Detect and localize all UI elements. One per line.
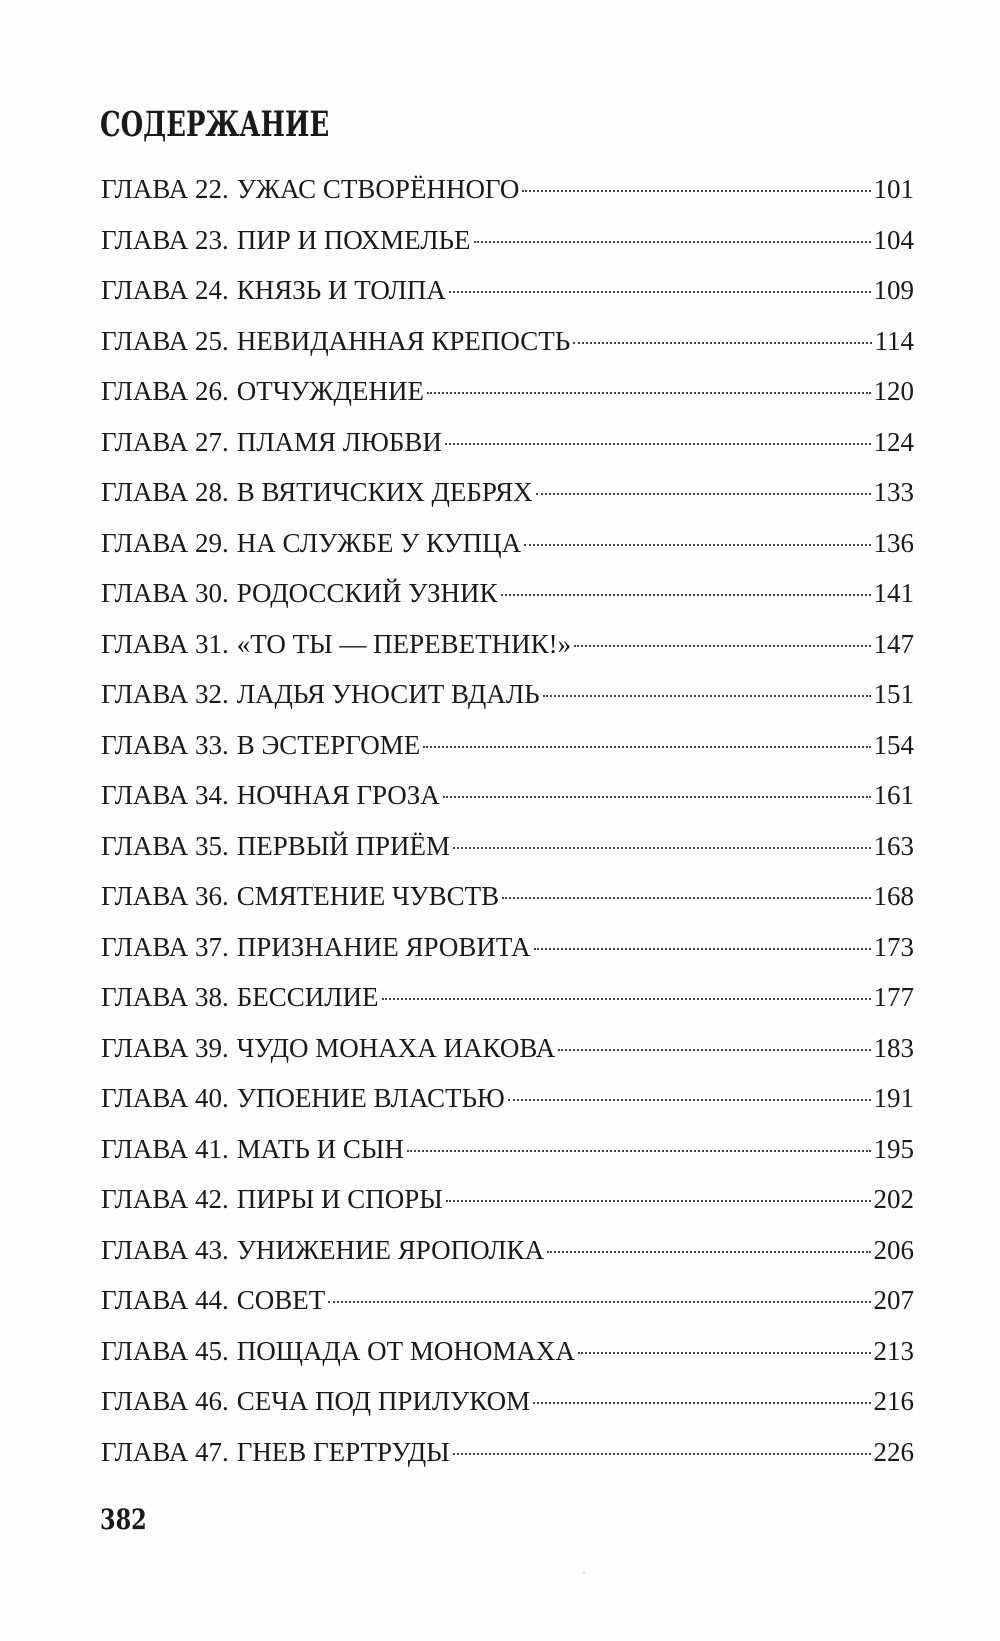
toc-page-number: 114 xyxy=(874,325,914,356)
toc-page-number: 207 xyxy=(873,1285,914,1315)
toc-page-number: 141 xyxy=(873,578,914,608)
toc-dot-leader xyxy=(474,241,871,243)
toc-dot-leader xyxy=(578,1352,871,1354)
toc-chapter-title: НА СЛУЖБЕ У КУПЦА xyxy=(236,527,522,558)
toc-chapter-number: ГЛАВА 35. xyxy=(101,830,229,861)
toc-page-number: 104 xyxy=(873,224,914,255)
toc-page-number: 191 xyxy=(873,1083,914,1113)
toc-dot-leader xyxy=(574,645,870,647)
toc-entry xyxy=(101,1283,914,1334)
toc-dot-leader xyxy=(423,746,870,748)
toc-chapter-number: ГЛАВА 30. xyxy=(101,578,229,608)
toc-dot-leader xyxy=(445,443,871,445)
toc-chapter-number: ГЛАВА 28. xyxy=(101,477,229,507)
toc-entry xyxy=(101,475,914,526)
toc-chapter-title: «ТО ТЫ — ПЕРЕВЕТНИК!» xyxy=(236,628,572,659)
toc-chapter-title: ЧУДО МОНАХА ИАКОВА xyxy=(236,1032,556,1063)
toc-page-number: 124 xyxy=(873,426,914,457)
toc-chapter-title: СЕЧА ПОД ПРИЛУКОМ xyxy=(236,1386,531,1416)
toc-chapter-number: ГЛАВА 25. xyxy=(101,325,229,356)
toc-chapter-title: ЛАДЬЯ УНОСИТ ВДАЛЬ xyxy=(236,679,540,709)
toc-chapter-title: УНИЖЕНИЕ ЯРОПОЛКА xyxy=(236,1234,545,1265)
toc-page-number: 183 xyxy=(873,1032,914,1063)
toc-chapter-number: ГЛАВА 22. xyxy=(101,174,229,204)
toc-chapter-title: НЕВИДАННАЯ КРЕПОСТЬ xyxy=(236,325,571,356)
toc-entry xyxy=(101,728,914,779)
toc-page-number: 168 xyxy=(873,881,914,911)
toc-chapter-number: ГЛАВА 23. xyxy=(101,224,229,255)
toc-chapter-title: ПЕРВЫЙ ПРИЁМ xyxy=(236,830,451,861)
toc-entry xyxy=(101,1334,914,1385)
toc-chapter-title: ПРИЗНАНИЕ ЯРОВИТА xyxy=(236,931,531,962)
toc-dot-leader xyxy=(534,948,871,950)
toc-entry xyxy=(101,1081,914,1132)
toc-page-number: 133 xyxy=(873,477,914,507)
toc-chapter-title: НОЧНАЯ ГРОЗА xyxy=(236,780,440,810)
toc-dot-leader xyxy=(536,493,871,495)
toc-dot-leader xyxy=(524,544,870,546)
toc-dot-leader xyxy=(547,1251,870,1253)
toc-page-number: 101 xyxy=(873,174,914,204)
page-title: СОДЕРЖАНИЕ xyxy=(100,104,330,145)
toc-page-number: 206 xyxy=(873,1234,914,1265)
toc-chapter-number: ГЛАВА 29. xyxy=(101,527,229,558)
table-of-contents xyxy=(101,172,914,1485)
toc-page-number: 161 xyxy=(873,780,914,810)
toc-chapter-title: ПИРЫ И СПОРЫ xyxy=(236,1184,443,1214)
toc-page-number: 216 xyxy=(873,1386,914,1416)
toc-page-number: 147 xyxy=(873,628,914,659)
toc-chapter-number: ГЛАВА 32. xyxy=(101,679,229,709)
toc-dot-leader xyxy=(453,1453,871,1455)
toc-entry xyxy=(101,1384,914,1435)
toc-entry xyxy=(101,374,914,425)
toc-page-number: 202 xyxy=(873,1184,914,1214)
page-number: 382 xyxy=(100,1503,147,1536)
toc-entry xyxy=(101,980,914,1031)
toc-chapter-number: ГЛАВА 40. xyxy=(101,1083,229,1113)
toc-page-number: 120 xyxy=(873,376,914,406)
toc-dot-leader xyxy=(522,190,870,192)
toc-chapter-title: КНЯЗЬ И ТОЛПА xyxy=(236,275,446,305)
toc-chapter-title: ПОЩАДА ОТ МОНОМАХА xyxy=(236,1335,575,1366)
toc-page-number: 177 xyxy=(873,982,914,1012)
toc-entry xyxy=(101,324,914,375)
toc-entry xyxy=(101,829,914,880)
toc-page-number: 109 xyxy=(873,275,914,305)
toc-page-number: 151 xyxy=(873,679,914,709)
toc-page-number: 136 xyxy=(873,527,914,558)
toc-dot-leader xyxy=(508,1099,871,1101)
toc-dot-leader xyxy=(382,998,871,1000)
toc-chapter-number: ГЛАВА 45. xyxy=(101,1335,229,1366)
toc-dot-leader xyxy=(453,847,870,849)
toc-entry xyxy=(101,576,914,627)
toc-dot-leader xyxy=(573,342,871,344)
toc-chapter-number: ГЛАВА 47. xyxy=(101,1436,229,1467)
toc-page-number: 154 xyxy=(873,729,914,760)
toc-chapter-number: ГЛАВА 44. xyxy=(101,1285,229,1315)
toc-chapter-title: УЖАС СТВОРЁННОГО xyxy=(236,174,520,204)
toc-chapter-number: ГЛАВА 26. xyxy=(101,376,229,406)
toc-chapter-title: ГНЕВ ГЕРТРУДЫ xyxy=(236,1436,450,1467)
toc-entry xyxy=(101,1132,914,1183)
paper-speck xyxy=(583,1572,585,1574)
toc-chapter-title: СОВЕТ xyxy=(236,1285,326,1315)
toc-chapter-number: ГЛАВА 24. xyxy=(101,275,229,305)
toc-dot-leader xyxy=(533,1402,870,1404)
toc-dot-leader xyxy=(543,695,871,697)
toc-dot-leader xyxy=(502,897,870,899)
toc-chapter-title: РОДОССКИЙ УЗНИК xyxy=(236,578,498,608)
toc-chapter-number: ГЛАВА 31. xyxy=(101,628,229,659)
toc-dot-leader xyxy=(328,1301,870,1303)
toc-page-number: 173 xyxy=(873,931,914,962)
toc-entry xyxy=(101,627,914,678)
toc-chapter-number: ГЛАВА 37. xyxy=(101,931,229,962)
toc-chapter-title: СМЯТЕНИЕ ЧУВСТВ xyxy=(236,881,500,911)
toc-entry xyxy=(101,879,914,930)
toc-entry xyxy=(101,778,914,829)
toc-entry xyxy=(101,172,914,223)
toc-entry xyxy=(101,273,914,324)
toc-page-number: 163 xyxy=(873,830,914,861)
toc-dot-leader xyxy=(558,1049,870,1051)
toc-entry xyxy=(101,930,914,981)
toc-chapter-title: В ЭСТЕРГОМЕ xyxy=(236,729,421,760)
toc-chapter-title: БЕССИЛИЕ xyxy=(236,982,379,1012)
toc-chapter-number: ГЛАВА 43. xyxy=(101,1234,229,1265)
toc-chapter-number: ГЛАВА 39. xyxy=(101,1032,229,1063)
toc-entry xyxy=(101,1031,914,1082)
toc-chapter-number: ГЛАВА 33. xyxy=(101,729,229,760)
toc-dot-leader xyxy=(449,291,871,293)
toc-dot-leader xyxy=(407,1150,871,1152)
toc-chapter-title: ОТЧУЖДЕНИЕ xyxy=(236,376,424,406)
toc-chapter-title: УПОЕНИЕ ВЛАСТЬЮ xyxy=(236,1083,505,1113)
toc-entry xyxy=(101,223,914,274)
toc-dot-leader xyxy=(501,594,871,596)
toc-chapter-title: В ВЯТИЧСКИХ ДЕБРЯХ xyxy=(236,477,533,507)
toc-chapter-title: ПЛАМЯ ЛЮБВИ xyxy=(236,426,442,457)
toc-entry xyxy=(101,425,914,476)
toc-entry xyxy=(101,1233,914,1284)
toc-chapter-number: ГЛАВА 38. xyxy=(101,982,229,1012)
toc-entry xyxy=(101,677,914,728)
toc-entry xyxy=(101,1182,914,1233)
toc-page-number: 213 xyxy=(873,1335,914,1366)
toc-chapter-title: ПИР И ПОХМЕЛЬЕ xyxy=(236,224,471,255)
toc-chapter-number: ГЛАВА 46. xyxy=(101,1386,229,1416)
toc-chapter-number: ГЛАВА 41. xyxy=(101,1133,229,1164)
toc-dot-leader xyxy=(443,796,871,798)
toc-entry xyxy=(101,1435,914,1486)
toc-chapter-number: ГЛАВА 36. xyxy=(101,881,229,911)
toc-page-number: 195 xyxy=(873,1133,914,1164)
toc-dot-leader xyxy=(427,392,871,394)
toc-chapter-number: ГЛАВА 34. xyxy=(101,780,229,810)
toc-entry xyxy=(101,526,914,577)
toc-chapter-title: МАТЬ И СЫН xyxy=(236,1133,404,1164)
toc-chapter-number: ГЛАВА 42. xyxy=(101,1184,229,1214)
toc-page-number: 226 xyxy=(873,1436,914,1467)
toc-chapter-number: ГЛАВА 27. xyxy=(101,426,229,457)
toc-dot-leader xyxy=(446,1200,871,1202)
